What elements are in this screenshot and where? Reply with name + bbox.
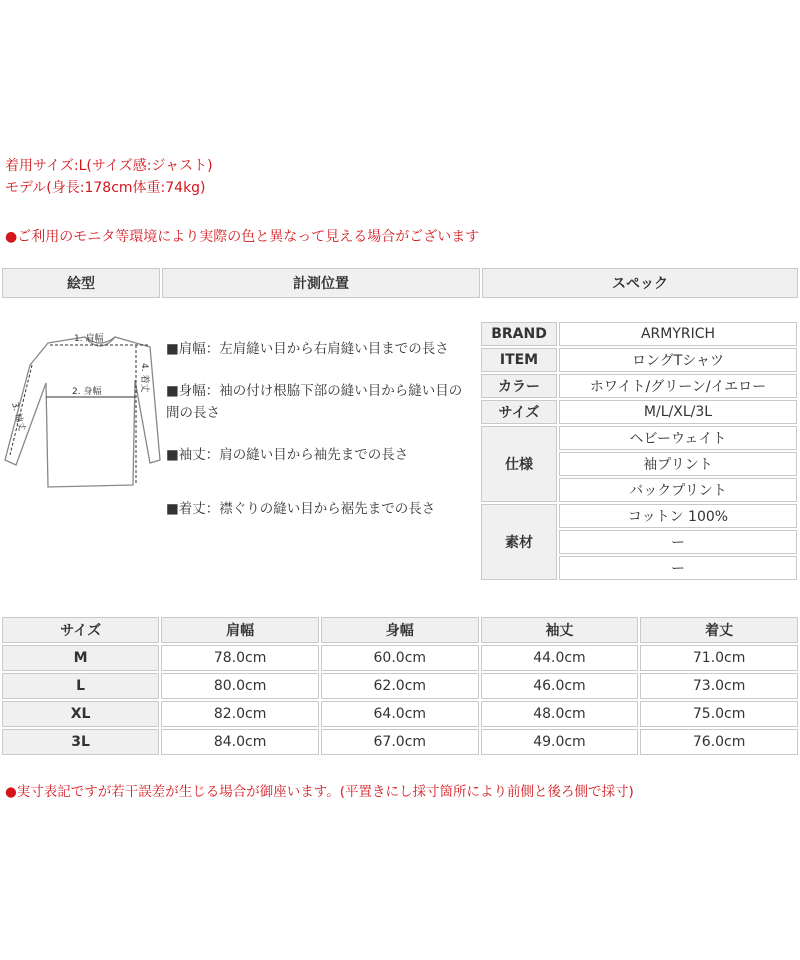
size-cell: 80.0cm — [161, 673, 319, 699]
spec-color-label: カラー — [481, 374, 557, 398]
size-header-length: 着丈 — [640, 617, 798, 643]
size-row-m — [2, 645, 798, 671]
size-cell: 84.0cm — [161, 729, 319, 755]
size-row-l — [2, 673, 798, 699]
spec-brand-label: BRAND — [481, 322, 557, 346]
size-row-label: M — [2, 645, 159, 671]
measure-body-width: ■身幅：袖の付け根脇下部の縫い目から縫い目の間の長さ — [166, 383, 463, 421]
spec-row-brand — [481, 322, 797, 346]
spec-item-label: ITEM — [481, 348, 557, 372]
size-cell: 48.0cm — [481, 701, 639, 727]
section-header-row — [2, 268, 798, 298]
size-cell: 67.0cm — [321, 729, 479, 755]
spec-style-value-1: ヘビーウェイト — [559, 426, 797, 450]
spec-material-value-2: ー — [559, 530, 797, 554]
diagram-label-2: 2. 身幅 — [72, 387, 102, 397]
size-cell: 64.0cm — [321, 701, 479, 727]
size-row-label: XL — [2, 701, 159, 727]
bottom-note-text: ●実寸表記ですが若干誤差が生じる場合が御座います。(平置きにし採寸箇所により前側と後ろ側で採寸) — [5, 784, 634, 800]
size-header-size: サイズ — [2, 617, 159, 643]
diagram-label-4: 4. 着丈 — [139, 363, 149, 393]
model-info-text: モデル(身長:178cm体重:74kg) — [5, 180, 206, 196]
size-cell: 71.0cm — [640, 645, 798, 671]
spec-material-value-3: ー — [559, 556, 797, 580]
size-table-header — [2, 617, 798, 643]
spec-item-value: ロングTシャツ — [559, 348, 797, 372]
size-cell: 46.0cm — [481, 673, 639, 699]
measure-sleeve: ■袖丈：肩の縫い目から袖先までの長さ — [166, 447, 409, 463]
spec-row-material-1 — [481, 504, 797, 528]
spec-material-label: 素材 — [481, 504, 557, 580]
spec-size-label: サイズ — [481, 400, 557, 424]
size-cell: 76.0cm — [640, 729, 798, 755]
size-table — [0, 615, 800, 757]
size-cell: 82.0cm — [161, 701, 319, 727]
size-cell: 78.0cm — [161, 645, 319, 671]
size-cell: 49.0cm — [481, 729, 639, 755]
size-cell: 62.0cm — [321, 673, 479, 699]
diagram-label-3: 3. 袖丈 — [9, 401, 27, 433]
spec-color-value: ホワイト/グリーン/イエロー — [559, 374, 797, 398]
spec-row-style-1 — [481, 426, 797, 450]
wear-size-text: 着用サイズ:L(サイズ感:ジャスト) — [5, 158, 213, 174]
size-cell: 60.0cm — [321, 645, 479, 671]
header-spec: スペック — [482, 268, 798, 298]
spec-material-value-1: コットン 100% — [559, 504, 797, 528]
spec-size-value: M/L/XL/3L — [559, 400, 797, 424]
size-row-label: L — [2, 673, 159, 699]
size-cell: 73.0cm — [640, 673, 798, 699]
color-note-text: ●ご利用のモニタ等環境により実際の色と異なって見える場合がございます — [5, 229, 480, 245]
shirt-diagram — [0, 325, 165, 500]
header-position: 計測位置 — [162, 268, 480, 298]
diagram-label-1: 1. 肩幅 — [74, 334, 104, 344]
size-header-sleeve: 袖丈 — [481, 617, 639, 643]
size-cell: 44.0cm — [481, 645, 639, 671]
size-header-shoulder: 肩幅 — [161, 617, 319, 643]
spec-style-value-2: 袖プリント — [559, 452, 797, 476]
spec-style-label: 仕様 — [481, 426, 557, 502]
size-row-label: 3L — [2, 729, 159, 755]
spec-row-size — [481, 400, 797, 424]
measure-shoulder: ■肩幅：左肩縫い目から右肩縫い目までの長さ — [166, 341, 449, 357]
size-header-body: 身幅 — [321, 617, 479, 643]
size-row-xl — [2, 701, 798, 727]
spec-row-item — [481, 348, 797, 372]
spec-style-value-3: バックプリント — [559, 478, 797, 502]
measure-length: ■着丈：襟ぐりの縫い目から裾先までの長さ — [166, 501, 436, 517]
spec-brand-value: ARMYRICH — [559, 322, 797, 346]
size-row-3l — [2, 729, 798, 755]
size-cell: 75.0cm — [640, 701, 798, 727]
spec-row-color — [481, 374, 797, 398]
spec-table — [479, 320, 799, 582]
header-pattern: 絵型 — [2, 268, 160, 298]
